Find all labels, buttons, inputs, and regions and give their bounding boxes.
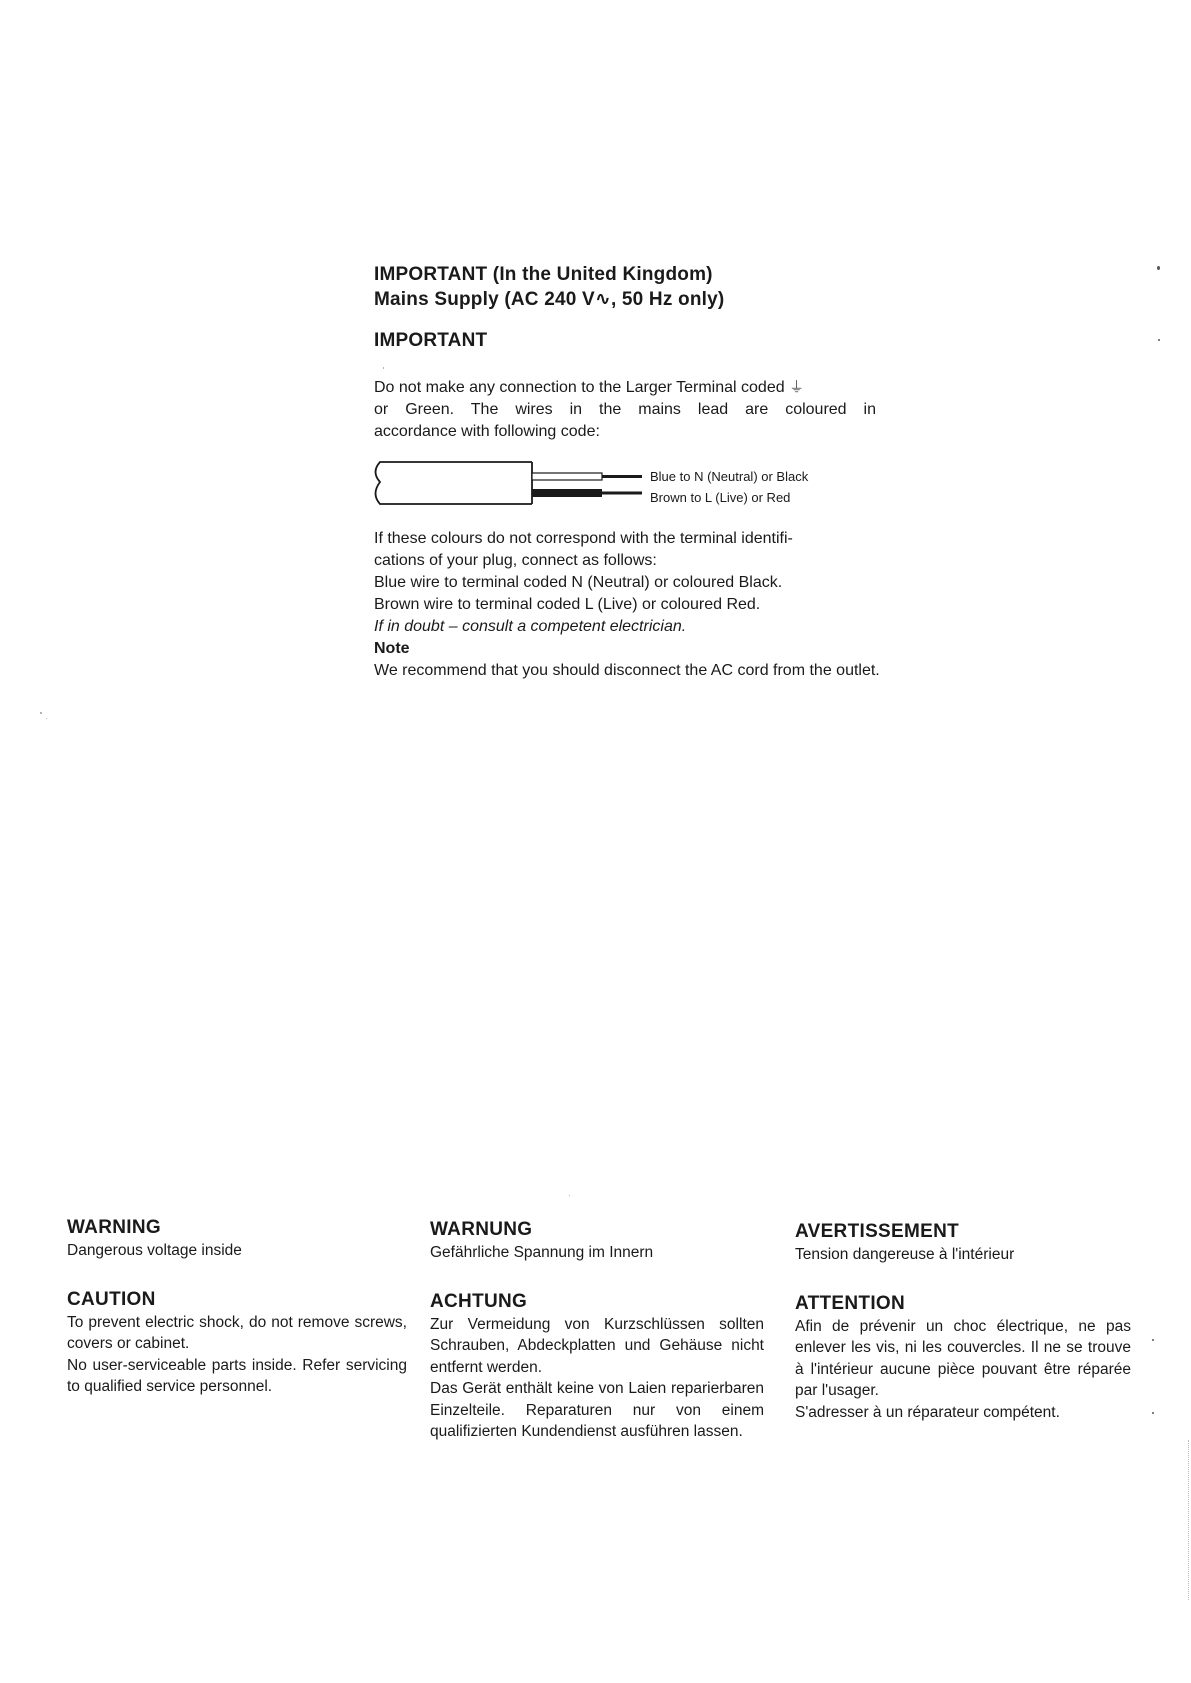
- warning-column-french: [795, 1220, 1131, 1423]
- warning-title: WARNING: [67, 1217, 161, 1238]
- caution-text: To prevent electric shock, do not remove screws, covers or cabinet.: [67, 1313, 407, 1352]
- uk-title-line1: IMPORTANT (In the United Kingdom): [374, 264, 713, 285]
- intro-paragraph: [374, 376, 876, 443]
- brown-wire: [532, 489, 602, 497]
- caution-text: Das Gerät enthält keine von Laien reparierbaren Einzelteile. Reparaturen nur von einem qualifizierten Kundendienst ausführen lassen.: [430, 1380, 764, 1440]
- caution-text: S'adresser à un réparateur compétent.: [795, 1403, 1060, 1421]
- cable-sheath-outline: [376, 462, 533, 504]
- blue-wire: [532, 473, 602, 480]
- caution-text: Afin de prévenir un choc électrique, ne pas enlever les vis, ni les couvercles. Il ne se trouve à l'intérieur aucune pièce pouvant être réparée par l'usager.: [795, 1317, 1131, 1399]
- earth-terminal-icon: ⏚: [789, 378, 805, 396]
- scan-edge-mark: [1188, 1440, 1190, 1600]
- doubt-note: If in doubt – consult a competent electrician.: [374, 618, 687, 635]
- warning-text: Gefährliche Spannung im Innern: [430, 1244, 654, 1261]
- caution-title: CAUTION: [67, 1288, 156, 1310]
- caution-text: No user-serviceable parts inside. Refer servicing to qualified service personnel.: [67, 1356, 407, 1395]
- instruction-line: Brown wire to terminal coded L (Live) or coloured Red.: [374, 596, 761, 613]
- intro-line2: or Green. The wires in the mains lead are coloured in: [374, 401, 876, 418]
- caution-title: ACHTUNG: [430, 1290, 528, 1312]
- scan-speck: [1157, 266, 1160, 270]
- instructions-block: [374, 528, 880, 682]
- mains-lead-diagram: [366, 458, 666, 510]
- caution-text: Zur Vermeidung von Kurzschlüssen sollten Schrauben, Abdeckplatten und Gehäuse nicht entfernt werden.: [430, 1315, 764, 1376]
- blue-wire-label: Blue to N (Neutral) or Black: [650, 469, 809, 484]
- scan-speck: [1152, 1339, 1154, 1341]
- uk-title-line2: Mains Supply (AC 240 V∿, 50 Hz only): [374, 289, 725, 310]
- warning-text: Dangerous voltage inside: [67, 1242, 242, 1259]
- caution-title: ATTENTION: [795, 1292, 906, 1314]
- warning-column-german: [430, 1218, 764, 1443]
- scan-speck: [569, 1195, 570, 1196]
- instruction-line: cations of your plug, connect as follows:: [374, 552, 657, 569]
- brown-wire-label: Brown to L (Live) or Red: [650, 490, 791, 505]
- scan-speck: [1152, 1412, 1154, 1414]
- warning-title: WARNUNG: [430, 1219, 533, 1240]
- instruction-line: If these colours do not correspond with the terminal identifi-: [374, 530, 793, 547]
- intro-line3: accordance with following code:: [374, 423, 600, 440]
- scan-speck: [383, 367, 384, 369]
- warning-column-english: [67, 1216, 407, 1398]
- uk-subtitle: IMPORTANT: [374, 330, 488, 351]
- intro-line1-text: Do not make any connection to the Larger Terminal coded: [374, 379, 785, 396]
- scan-speck: [40, 712, 42, 714]
- intro-line1: [374, 376, 876, 399]
- scan-speck: [1158, 339, 1160, 341]
- scan-speck: [46, 718, 47, 719]
- instruction-line: Blue wire to terminal coded N (Neutral) or coloured Black.: [374, 574, 783, 591]
- note-heading: Note: [374, 640, 410, 657]
- warning-text: Tension dangereuse à l'intérieur: [795, 1246, 1015, 1263]
- note-text: We recommend that you should disconnect the AC cord from the outlet.: [374, 662, 880, 679]
- warning-title: AVERTISSEMENT: [795, 1221, 960, 1242]
